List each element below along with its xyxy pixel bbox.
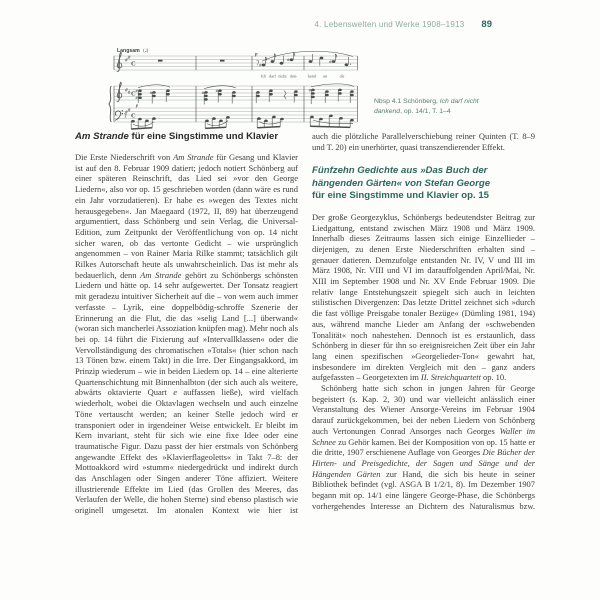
- lyric-syllable: nicht: [278, 73, 287, 79]
- svg-text:#: #: [135, 88, 139, 93]
- piano-brace-icon: [109, 86, 111, 122]
- lyric-syllable: kend: [307, 73, 317, 79]
- lyric-syllable: dir: [339, 73, 345, 79]
- svg-text:C: C: [131, 90, 136, 98]
- piano-lower-part: [124, 114, 354, 130]
- lyric-syllable: dan-: [289, 73, 298, 79]
- section-heading: [312, 165, 535, 202]
- svg-text:C: C: [131, 112, 136, 120]
- text-columns: [75, 131, 535, 596]
- left-column-paragraph: Die Erste Niederschrift von Am Strande für Gesang und Klavier ist auf den 8. Februar 1909 datiert; jedoch notiert Schönberg auf einer späteren Reinschrift, das Lied sei »vor den George Liedern«, also vor op. 15 geschrieben worden (dann wäre es rund ein Jahr vorzudatieren). Er habe es »wegen des Textes nicht herausgegeben«. Jan Maegaard (1972, II, 89) hat überzeugend argumentiert, dass Schönberg und sein Verlag, die Universal-Edition, zum Zeitpunkt der Veröffentlichung von op. 14 nicht sicher waren, ob das vertonte Gedicht – wie ursprünglich angenommen – von Rainer Maria Rilke stammt; tatsächlich gilt Rilkes Autorschaft heute als unwahrscheinlich. Das ist mehr als bedauerlich, denn Am Strande gehört zu Schönbergs schönsten Liedern und hätte op. 14 sehr aufgewertet. Der Tonsatz reagiert mit geradezu intuitiver Sicherheit auf die – von wem auch immer verfasste – Lyrik, eine doppelbödig-schroffe Szenerie der Erinnerung an die Flut, die das »selig Land [...] überwand« (woran sich mancherlei Assoziation knüpfen mag). Mehr noch als bei op. 14 führt die Fixierung auf »Intervallklassen« oder die Vervollständigung des chromatischen »Totals« (hier schon nach 13 Tönen bzw. einem Takt) in die Irre. Der Eingangsakkord, im Prinzip wiederum – wie in beiden Liedern op. 14 – eine alterierte Quartenschichtung mit Binnenhalbton (der sich auch als weitere, abwärts oktavierte Quart e auffassen ließe), wird vielfach wiederholt, wobei die Oktavlagen wechseln und auch einzelne Töne vertauscht werden; an keiner Stelle jedoch wird er transponiert oder in irgendeiner Weise entwickelt. Er bleibt im Kern invariant, steht für sich wie eine fixe Idee oder eine traumatische Figur. Dazu passt der hier erstmals von Schönberg angewandte Effekt des »Klavierflageoletts« in Takt 7–8: der Mottoakkord wird »stumm« niedergedrückt und indirekt durch das Anschlagen oder Singen anderer Töne affiziert. Weitere illustrierende Effekte im Lied (das Grollen des Meeres, das Verlaufen der Welle, die hohen Sterne) sind ebenso plastisch wie originell umgesetzt. Im atonalen Kontext wie hier ist: [75, 151, 298, 516]
- lyric-syllable: Ich: [260, 73, 267, 79]
- piano-upper-part: [135, 84, 354, 108]
- right-column: [312, 131, 535, 596]
- svg-text:#: #: [124, 110, 129, 115]
- tempo-marking: Langsam: [117, 48, 140, 54]
- svg-text:#: #: [201, 90, 205, 95]
- tempo-note-value: (♩): [143, 49, 149, 54]
- bar-lines: [114, 56, 358, 122]
- section-heading-subtitle: für eine Singstimme und Klavier op. 15: [312, 190, 489, 202]
- right-column-paragraph-2: Schönberg hatte sich schon in jungen Jahren für George begeistert (s. Kap. 2, 30) und war vielleicht anlässlich einer Veranstaltung des Wiener Ansorge-Vereins im Februar 1904 darauf zurückgekommen, bei der neben Liedern von Schönberg auch Vertonungen Conrad Ansorges nach Georges Waller im Schnee zu Gehör kamen. Bei der Komposition von op. 15 hatte er die dritte, 1907 erschienene Auflage von Georges Die Bücher der Hirten- und Preisgedichte, der Sagen und Sänge und der Hängenden Gärten zur Hand, die sich bis heute in seiner Bibliothek befindet (vgl. ASGA B 1/2/1, 8). Im Dezember 1907 begann mit op. 14/1 eine längere George-Phase, die Schönbergs vorhergehendes Interesse an Dichtern des Naturalismus bzw.: [312, 383, 535, 511]
- svg-text:#: #: [258, 62, 262, 68]
- piano-dynamic-marking: p: [136, 102, 139, 108]
- svg-text:#: #: [135, 95, 139, 100]
- svg-text:#: #: [308, 87, 312, 93]
- page-number: 89: [481, 19, 492, 30]
- svg-text:#: #: [127, 90, 131, 95]
- staff-lines: [114, 56, 358, 122]
- lyric-syllable: darf: [269, 73, 276, 79]
- music-notation-figure: [106, 46, 368, 134]
- right-column-paragraph-1: Der große Georgezyklus, Schönbergs bedeutendster Beitrag zur Liedgattung, entstand zwischen März 1908 und März 1909. Innerhalb dieses Zeitraums lassen sich einige Einzellieder – diejenigen, zu denen Erste Niederschriften erhalten sind – genauer datieren. Demzufolge entstanden Nr. IV, V und III im März 1908, Nr. VIII und VI im darauffolgenden April/Mai, Nr. XIII im September 1908 und Nr. XV Ende Februar 1909. Die relativ lange Entstehungszeit spiegelt sich auch in leichten stilistischen Divergenzen: Das letzte Drittel zeichnet sich »durch die fast völlige Preisgabe tonaler Bezüge« (Dümling 1981, 194) aus, während manche Lieder am Anfang der »schwebenden Tonalität« noch nahestehen. Dennoch ist es erstaunlich, dass Schönberg in dieser für ihn so ereignisreichen Zeit über ein Jahr lang einen spezifischen »Georgelieder-Ton« gewahrt hat, insbesondere im direkten Vergleich mit den – ganz anders aufgefassten – Georgetexten im II. Streichquartett op. 10.: [312, 211, 535, 383]
- figure-caption: Nbsp 4.1 Schönberg, Ich darf nicht dankend, op. 14/1, T. 1–4: [374, 98, 479, 115]
- running-head: [314, 19, 492, 30]
- svg-text:#: #: [127, 107, 131, 113]
- svg-text:#: #: [286, 57, 290, 63]
- svg-text:#: #: [124, 87, 129, 93]
- svg-text:#: #: [328, 59, 332, 64]
- continuation-paragraph: auch die plötzliche Parallelverschiebung reiner Quinten (T. 8–9 und T. 20) ein unerhörter, quasi transzendierender Effekt.: [312, 131, 535, 152]
- left-column: [75, 131, 298, 596]
- lyric-syllable: an: [323, 73, 327, 79]
- svg-text:#: #: [215, 88, 219, 94]
- svg-text:#: #: [124, 57, 129, 63]
- svg-text:C: C: [131, 60, 136, 68]
- piano-treble-clef-icon: [117, 82, 122, 101]
- chapter-title: 4. Lebenswelten und Werke 1908–1913: [314, 20, 465, 29]
- svg-text:#: #: [149, 90, 153, 95]
- vocal-dynamic-marking: p: [255, 52, 258, 58]
- section-heading-title: Fünfzehn Gedichte aus »Das Buch der hängenden Gärten« von Stefan George: [312, 165, 491, 189]
- left-column-heading: Am Strande für eine Singstimme und Klavier: [75, 131, 279, 142]
- svg-text:#: #: [127, 55, 131, 60]
- lyrics-line: [261, 74, 345, 79]
- treble-clef-icon: [117, 52, 122, 71]
